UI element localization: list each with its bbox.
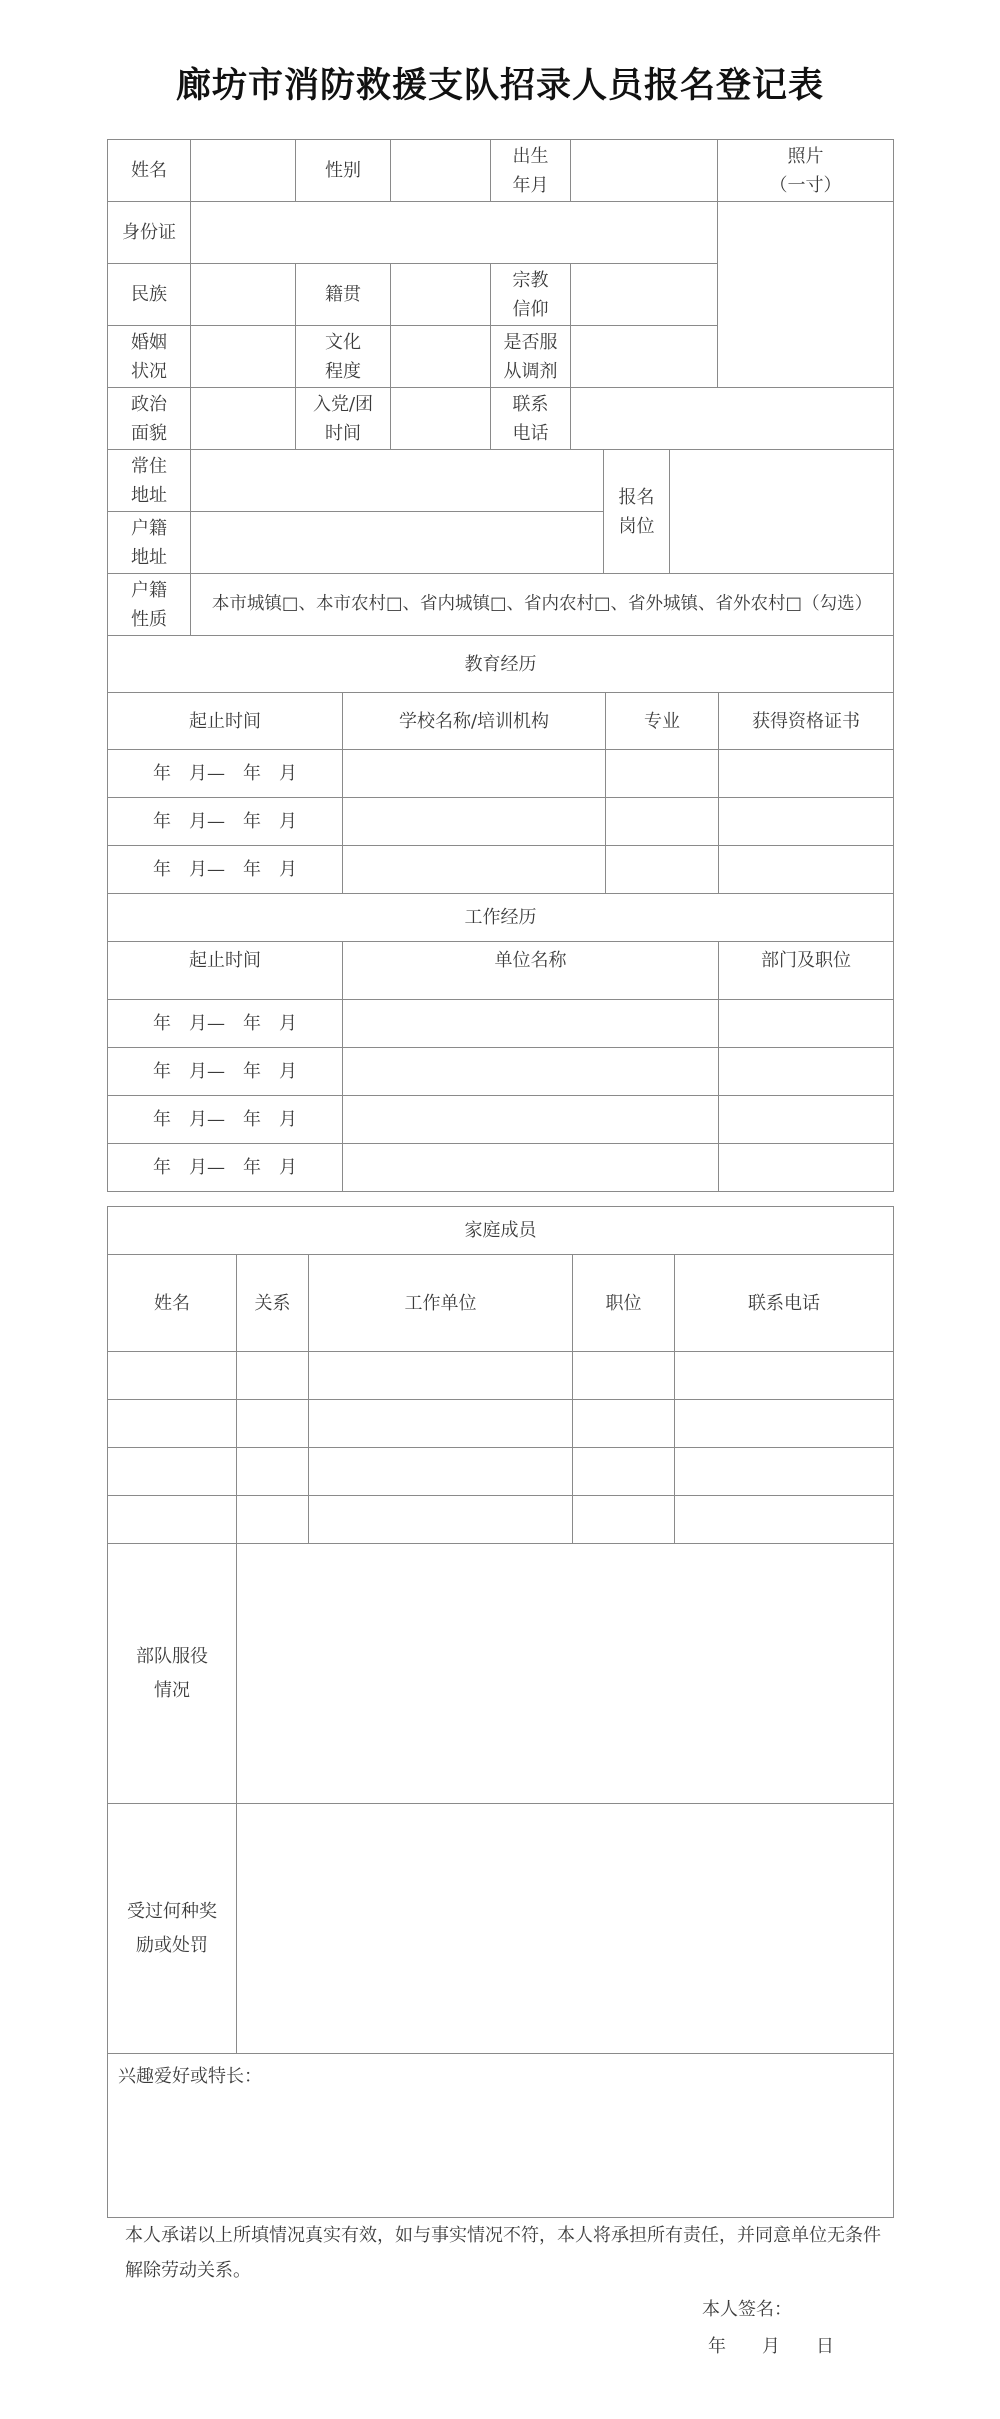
family-position-cell[interactable] bbox=[573, 1496, 675, 1544]
work-dept-cell[interactable] bbox=[719, 1000, 894, 1048]
family-name-cell[interactable] bbox=[108, 1496, 237, 1544]
edu-school-cell[interactable] bbox=[343, 798, 606, 846]
family-unit-cell[interactable] bbox=[309, 1400, 573, 1448]
gender-field[interactable] bbox=[391, 140, 491, 202]
residence-label: 常住 地址 bbox=[108, 450, 191, 512]
party-join-label: 入党/团 时间 bbox=[296, 388, 391, 450]
work-heading: 工作经历 bbox=[108, 894, 894, 942]
work-header-dept: 部门及职位 bbox=[719, 942, 894, 1000]
name-label: 姓名 bbox=[108, 140, 191, 202]
edu-cert-cell[interactable] bbox=[719, 846, 894, 894]
family-name-cell[interactable] bbox=[108, 1352, 237, 1400]
family-relation-cell[interactable] bbox=[237, 1400, 309, 1448]
family-position-cell[interactable] bbox=[573, 1400, 675, 1448]
huji-address-field[interactable] bbox=[191, 512, 604, 574]
signature-label[interactable]: 本人签名： bbox=[702, 2299, 792, 2320]
family-phone-cell[interactable] bbox=[675, 1496, 894, 1544]
family-phone-cell[interactable] bbox=[675, 1448, 894, 1496]
photo-area[interactable] bbox=[718, 202, 894, 388]
native-place-label: 籍贯 bbox=[296, 264, 391, 326]
hobbies-label: 兴趣爱好或特长： bbox=[118, 2066, 262, 2087]
gender-label: 性别 bbox=[296, 140, 391, 202]
family-relation-cell[interactable] bbox=[237, 1448, 309, 1496]
political-field[interactable] bbox=[191, 388, 296, 450]
edu-period-cell[interactable]: 年 月— 年 月 bbox=[108, 798, 343, 846]
family-name-cell[interactable] bbox=[108, 1448, 237, 1496]
obey-field[interactable] bbox=[571, 326, 718, 388]
experience-table bbox=[107, 635, 894, 1192]
position-label: 报名 岗位 bbox=[604, 450, 670, 574]
family-table bbox=[107, 1206, 894, 2218]
ethnicity-label: 民族 bbox=[108, 264, 191, 326]
obey-label: 是否服 从调剂 bbox=[491, 326, 571, 388]
family-unit-cell[interactable] bbox=[309, 1496, 573, 1544]
id-card-label: 身份证 bbox=[108, 202, 191, 264]
family-header-position: 职位 bbox=[573, 1255, 675, 1352]
edu-period-cell[interactable]: 年 月— 年 月 bbox=[108, 846, 343, 894]
work-dept-cell[interactable] bbox=[719, 1096, 894, 1144]
work-unit-cell[interactable] bbox=[343, 1144, 719, 1192]
birth-label: 出生 年月 bbox=[491, 140, 571, 202]
family-relation-cell[interactable] bbox=[237, 1352, 309, 1400]
edu-header-school: 学校名称/培训机构 bbox=[343, 693, 606, 750]
edu-cert-cell[interactable] bbox=[719, 750, 894, 798]
signature-date[interactable]: 年 月 日 bbox=[708, 2336, 834, 2357]
form-title: 廊坊市消防救援支队招录人员报名登记表 bbox=[175, 65, 824, 106]
family-relation-cell[interactable] bbox=[237, 1496, 309, 1544]
edu-header-cert: 获得资格证书 bbox=[719, 693, 894, 750]
work-dept-cell[interactable] bbox=[719, 1048, 894, 1096]
education-level-label: 文化 程度 bbox=[296, 326, 391, 388]
party-join-field[interactable] bbox=[391, 388, 491, 450]
edu-header-major: 专业 bbox=[606, 693, 719, 750]
family-header-unit: 工作单位 bbox=[309, 1255, 573, 1352]
family-phone-cell[interactable] bbox=[675, 1352, 894, 1400]
family-unit-cell[interactable] bbox=[309, 1352, 573, 1400]
work-unit-cell[interactable] bbox=[343, 1096, 719, 1144]
edu-header-period: 起止时间 bbox=[108, 693, 343, 750]
marital-label: 婚姻 状况 bbox=[108, 326, 191, 388]
edu-period-cell[interactable]: 年 月— 年 月 bbox=[108, 750, 343, 798]
work-header-period: 起止时间 bbox=[108, 942, 343, 1000]
family-header-phone: 联系电话 bbox=[675, 1255, 894, 1352]
work-period-cell[interactable]: 年 月— 年 月 bbox=[108, 1096, 343, 1144]
marital-field[interactable] bbox=[191, 326, 296, 388]
huji-nature-label: 户籍 性质 bbox=[108, 574, 191, 636]
rewards-field[interactable] bbox=[237, 1804, 894, 2054]
political-label: 政治 面貌 bbox=[108, 388, 191, 450]
edu-cert-cell[interactable] bbox=[719, 798, 894, 846]
edu-school-cell[interactable] bbox=[343, 750, 606, 798]
native-place-field[interactable] bbox=[391, 264, 491, 326]
military-field[interactable] bbox=[237, 1544, 894, 1804]
work-dept-cell[interactable] bbox=[719, 1144, 894, 1192]
family-phone-cell[interactable] bbox=[675, 1400, 894, 1448]
family-header-name: 姓名 bbox=[108, 1255, 237, 1352]
family-position-cell[interactable] bbox=[573, 1352, 675, 1400]
photo-label: 照片 （一寸） bbox=[718, 140, 894, 202]
work-period-cell[interactable]: 年 月— 年 月 bbox=[108, 1144, 343, 1192]
birth-field[interactable] bbox=[571, 140, 718, 202]
family-heading: 家庭成员 bbox=[108, 1207, 894, 1255]
edu-major-cell[interactable] bbox=[606, 798, 719, 846]
religion-label: 宗教 信仰 bbox=[491, 264, 571, 326]
residence-field[interactable] bbox=[191, 450, 604, 512]
phone-label: 联系 电话 bbox=[491, 388, 571, 450]
phone-field[interactable] bbox=[571, 388, 894, 450]
basic-info-table bbox=[107, 139, 894, 636]
work-unit-cell[interactable] bbox=[343, 1000, 719, 1048]
rewards-label: 受过何种奖 励或处罚 bbox=[108, 1804, 237, 2054]
hobbies-field[interactable] bbox=[108, 2054, 894, 2218]
education-heading: 教育经历 bbox=[108, 636, 894, 693]
work-unit-cell[interactable] bbox=[343, 1048, 719, 1096]
huji-nature-options[interactable]: 本市城镇□、本市农村□、省内城镇□、省内农村□、省外城镇、省外农村□（勾选） bbox=[191, 574, 894, 636]
military-label: 部队服役 情况 bbox=[108, 1544, 237, 1804]
pledge-text: 本人承诺以上所填情况真实有效，如与事实情况不符，本人将承担所有责任，并同意单位无条件解除劳动关系。 bbox=[125, 2225, 881, 2281]
position-field[interactable] bbox=[670, 450, 894, 574]
family-name-cell[interactable] bbox=[108, 1400, 237, 1448]
family-header-relation: 关系 bbox=[237, 1255, 309, 1352]
religion-field[interactable] bbox=[571, 264, 718, 326]
huji-address-label: 户籍 地址 bbox=[108, 512, 191, 574]
edu-major-cell[interactable] bbox=[606, 846, 719, 894]
family-unit-cell[interactable] bbox=[309, 1448, 573, 1496]
work-period-cell[interactable]: 年 月— 年 月 bbox=[108, 1048, 343, 1096]
id-card-field[interactable] bbox=[191, 202, 718, 264]
work-header-unit: 单位名称 bbox=[343, 942, 719, 1000]
education-level-field[interactable] bbox=[391, 326, 491, 388]
name-field[interactable] bbox=[191, 140, 296, 202]
edu-school-cell[interactable] bbox=[343, 846, 606, 894]
work-period-cell[interactable]: 年 月— 年 月 bbox=[108, 1000, 343, 1048]
ethnicity-field[interactable] bbox=[191, 264, 296, 326]
family-position-cell[interactable] bbox=[573, 1448, 675, 1496]
edu-major-cell[interactable] bbox=[606, 750, 719, 798]
